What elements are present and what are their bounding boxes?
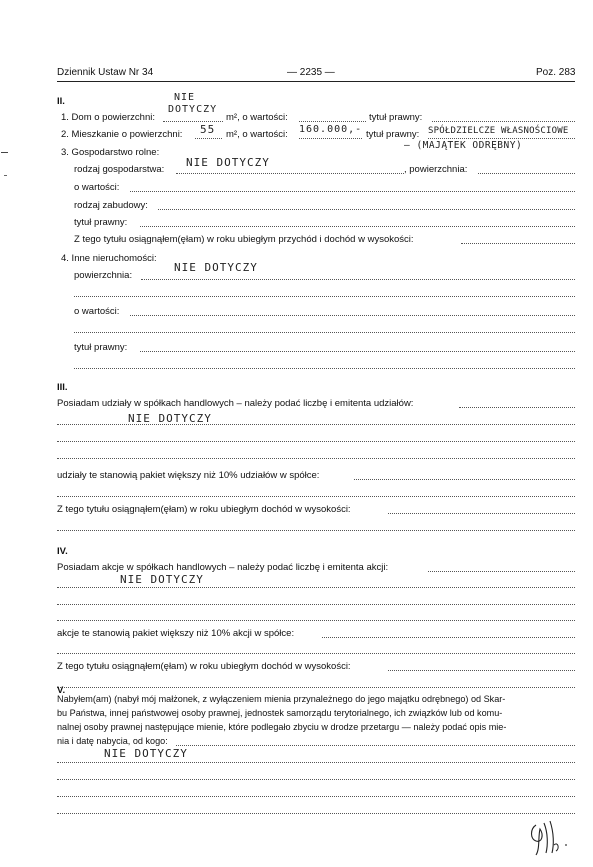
field-label: Z tego tytułu osiągnąłem(ęłam) w roku ubiegłym przychód i dochód w wysokości: [74,234,414,245]
field-label: m², o wartości: [226,129,288,140]
field-line [163,121,223,122]
section-heading: V. [57,685,66,696]
field-line [176,173,404,174]
paragraph-line: nalnej osoby prawnej następujące mienie, które podlegało zbyciu w drodze przetargu — należy podać opis mie- [57,722,507,732]
signature-mark [526,815,578,859]
field-line [432,121,575,122]
field-line [57,762,575,763]
handwritten-answer: NIE DOTYCZY [174,261,258,274]
field-line [57,424,575,425]
field-label: akcje te stanowią pakiet większy niż 10% akcji w spółce: [57,628,295,639]
field-label: Posiadam akcje w spółkach handlowych – należy podać liczbę i emitenta akcji: [57,562,389,573]
field-label: , powierzchnia: [404,164,468,175]
handwritten-answer: NIE DOTYCZY [128,412,212,425]
field-line [322,637,575,638]
field-label: o wartości: [74,306,120,317]
field-line [57,653,575,654]
paragraph-line: nia i datę nabycia, od kogo: [57,736,168,746]
handwritten-answer: SPÓŁDZIELCZE WŁASNOŚCIOWE [428,126,569,136]
field-line [478,173,575,174]
field-line [130,191,575,192]
field-label: Z tego tytułu osiągnąłem(ęłam) w roku ubiegłym dochód w wysokości: [57,661,351,672]
header-rule [57,81,575,82]
handwritten-answer: NIE DOTYCZY [120,573,204,586]
field-line [140,226,575,227]
field-line [57,587,575,588]
handwritten-answer: 55 [200,123,216,136]
margin-mark [1,152,8,153]
field-label: 4. Inne nieruchomości: [61,253,157,264]
paragraph-line: bu Państwa, innej państwowej osoby prawnej, jednostek samorządu terytorialnego, ich związków lub od komu- [57,708,503,718]
field-label: tytuł prawny: [74,217,128,228]
field-label: udziały te stanowią pakiet większy niż 10% udziałów w spółce: [57,470,320,481]
paragraph-line: Nabyłem(am) (nabył mój małżonek, z wyłączeniem mienia przynależnego do jego majątku odrębnego) od Skar- [57,694,506,704]
field-line [141,279,575,280]
field-line [57,620,575,621]
handwritten-answer: NIE [174,92,196,103]
field-line [74,332,575,333]
field-line [354,479,575,480]
field-label: tytuł prawny: [369,112,423,123]
section-heading: IV. [57,546,68,557]
field-line [195,138,222,139]
field-line [74,296,575,297]
position-number: Poz. 283 [536,67,576,78]
field-line [57,441,575,442]
handwritten-answer: NIE DOTYCZY [186,156,270,169]
field-label: Z tego tytułu osiągnąłem(ęłam) w roku ubiegłym dochód w wysokości: [57,504,351,515]
field-line [428,138,575,139]
field-line [130,315,575,316]
field-line [57,779,575,780]
field-line [57,458,575,459]
field-label: rodzaj zabudowy: [74,200,148,211]
section-heading: III. [57,382,68,393]
field-label: 1. Dom o powierzchni: [61,112,155,123]
section-heading: II. [57,96,65,107]
field-line [461,243,575,244]
field-line [459,407,575,408]
margin-mark [4,175,7,176]
field-line [57,687,575,688]
field-label: rodzaj gospodarstwa: [74,164,165,175]
handwritten-answer: 160.000,- [299,124,363,135]
field-line [428,571,575,572]
field-line [57,796,575,797]
field-label: 2. Mieszkanie o powierzchni: [61,129,183,140]
field-line [299,138,362,139]
field-line [140,351,575,352]
handwritten-answer: DOTYCZY [168,104,218,115]
handwritten-answer: – (MAJĄTEK ODRĘBNY) [404,140,523,151]
field-line [176,745,575,746]
journal-title: Dziennik Ustaw Nr 34 [57,67,154,78]
handwritten-answer: NIE DOTYCZY [104,747,188,760]
field-label: 3. Gospodarstwo rolne: [61,147,160,158]
field-line [57,813,575,814]
page-number: — 2235 — [287,67,335,78]
field-line [57,496,575,497]
field-label: powierzchnia: [74,270,133,281]
field-label: o wartości: [74,182,120,193]
field-line [299,121,366,122]
field-line [388,513,575,514]
field-label: tytuł prawny: [366,129,420,140]
field-label: tytuł prawny: [74,342,128,353]
field-line [57,604,575,605]
field-line [388,670,575,671]
field-label: Posiadam udziały w spółkach handlowych – należy podać liczbę i emitenta udziałów: [57,398,414,409]
field-line [158,209,575,210]
field-line [74,368,575,369]
field-line [57,530,575,531]
field-label: m², o wartości: [226,112,288,123]
